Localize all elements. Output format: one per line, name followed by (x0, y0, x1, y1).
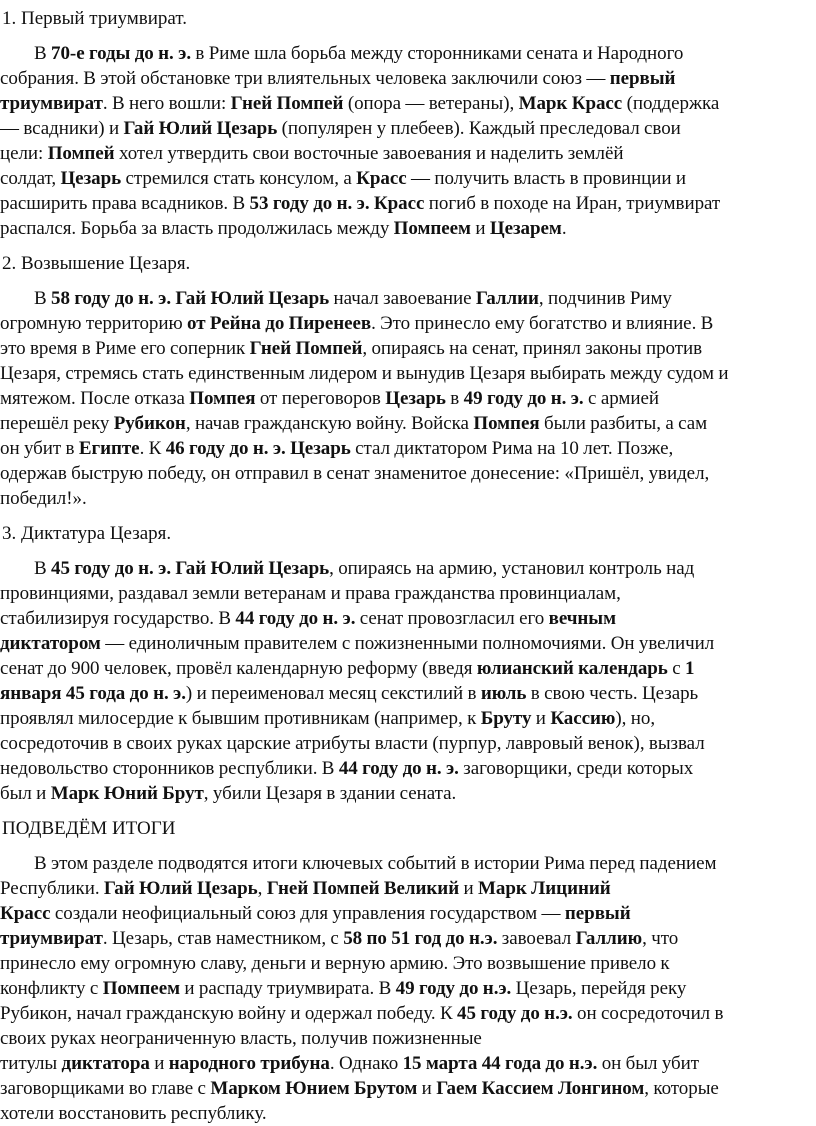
text-run: сенат провозгласил его (355, 608, 549, 629)
text-run: победил!». (0, 488, 87, 509)
bold-text: 1 (684, 658, 695, 679)
paragraph-line (0, 486, 812, 511)
text-run: (опора — ветераны), (343, 93, 519, 114)
bold-text: юлианский календарь (476, 658, 668, 679)
text-run: Рубикон, начал гражданскую войну и одержал победу. К (0, 1003, 458, 1024)
paragraph-line (0, 1051, 812, 1076)
paragraph-line (0, 41, 812, 66)
section-3 (0, 521, 812, 816)
text-run: ) и переименовал месяц секстилий в (185, 683, 481, 704)
text-run: от переговоров (255, 388, 386, 409)
text-run: — единоличным правителем с пожизненными полномочиями. Он увеличил (100, 633, 715, 654)
text-run: в свою честь. Цезарь (526, 683, 699, 704)
bold-text: 44 году до н. э. (338, 758, 459, 779)
paragraph-line (0, 631, 812, 656)
text-run: , подчинив Риму (538, 288, 672, 309)
paragraph-line (0, 141, 812, 166)
text-run: конфликту с (0, 978, 103, 999)
bold-text: Помпея (189, 388, 256, 409)
text-run: он убит в (0, 438, 79, 459)
text-run: и (149, 1053, 169, 1074)
text-run: — получить власть в провинции и (406, 168, 686, 189)
text-run: сосредоточив в своих руках царские атрибуты власти (пурпур, лавровый венок), вызвал (0, 733, 705, 754)
text-run: , (257, 878, 267, 899)
text-run: Цезаря, стремясь стать единственным лидером и вынудив Цезаря выбирать между судом и (0, 363, 729, 384)
paragraph-line (0, 461, 812, 486)
section-paragraph (0, 286, 812, 511)
bold-text: Цезарем (489, 218, 562, 239)
bold-text: Цезарь (60, 168, 122, 189)
section-paragraph (0, 556, 812, 806)
text-run: , которые (644, 1078, 719, 1099)
text-run: и распаду триумвирата. В (179, 978, 396, 999)
paragraph-line (0, 91, 812, 116)
document-body (0, 6, 812, 1126)
paragraph-line (0, 1001, 812, 1026)
paragraph-line (0, 66, 812, 91)
text-run: он сосредоточил в (572, 1003, 724, 1024)
text-run: принесло ему огромную славу, деньги и верную армию. Это возвышение привело к (0, 953, 670, 974)
paragraph-line (0, 1101, 812, 1126)
section-heading: 1. Первый триумвират. (2, 8, 187, 29)
paragraph-line (0, 876, 812, 901)
paragraph-line (0, 1026, 812, 1051)
bold-text: Гней Помпей (249, 338, 363, 359)
text-run: погиб в походе на Иран, триумвират (424, 193, 721, 214)
paragraph-line (0, 781, 812, 806)
text-run: расширить права всадников. В (0, 193, 250, 214)
paragraph-line (0, 756, 812, 781)
text-run: В этом разделе подводятся итоги ключевых событий в истории Рима перед падением (34, 853, 717, 874)
paragraph-line (0, 926, 812, 951)
bold-text: Рубикон (113, 413, 186, 434)
text-run: был и (0, 783, 51, 804)
text-run: (популярен у плебеев). Каждый преследовал свои (277, 118, 681, 139)
text-run: , убили Цезаря в здании сената. (203, 783, 457, 804)
text-run: были разбиты, а сам (539, 413, 708, 434)
text-run: провинциями, раздавал земли ветеранам и права гражданства провинциалам, (0, 583, 621, 604)
paragraph-line (0, 706, 812, 731)
text-run: хотели восстановить республику. (0, 1103, 267, 1124)
bold-text: 49 году до н.э. (395, 978, 512, 999)
section-heading: ПОДВЕДЁМ ИТОГИ (2, 818, 176, 839)
text-run: . В него вошли: (102, 93, 231, 114)
text-run: , начав гражданскую войну. Войска (185, 413, 474, 434)
bold-text: диктатором (0, 633, 101, 654)
text-run: мятежом. После отказа (0, 388, 190, 409)
bold-text: Гней Помпей (230, 93, 344, 114)
bold-text: Красс (356, 168, 407, 189)
text-run: заговорщики, среди которых (458, 758, 694, 779)
bold-text: 49 году до н. э. (463, 388, 584, 409)
section-4 (0, 816, 812, 1126)
bold-text: Гай Юлий Цезарь (123, 118, 278, 139)
bold-text: Гаем Кассием Лонгином (436, 1078, 645, 1099)
text-run: он был убит (597, 1053, 700, 1074)
paragraph-line (0, 1076, 812, 1101)
text-run: огромную территорию (0, 313, 188, 334)
bold-text: 46 году до н. э. Цезарь (165, 438, 351, 459)
text-run: В (34, 558, 52, 579)
bold-text: триумвират (0, 93, 103, 114)
text-run: в (445, 388, 464, 409)
text-run: и (459, 878, 479, 899)
paragraph-line (0, 361, 812, 386)
bold-text: Гней Помпей Великий (266, 878, 460, 899)
bold-text: народного трибуна (168, 1053, 330, 1074)
bold-text: Марк Красс (518, 93, 623, 114)
text-run: . К (139, 438, 166, 459)
paragraph-line (0, 851, 812, 876)
paragraph-line (0, 286, 812, 311)
paragraph-line (0, 901, 812, 926)
paragraph-line (0, 656, 812, 681)
bold-text: Красс (0, 903, 51, 924)
bold-text: 44 году до н. э. (235, 608, 356, 629)
bold-text: Галлию (575, 928, 643, 949)
section-1 (0, 6, 812, 251)
paragraph-line (0, 976, 812, 1001)
text-run: . (561, 218, 567, 239)
text-run: создали неофициальный союз для управления государством — (50, 903, 565, 924)
section-heading: 3. Диктатура Цезаря. (2, 523, 172, 544)
text-run: с армией (583, 388, 659, 409)
paragraph-line (0, 951, 812, 976)
bold-text: 70-е годы до н. э. (51, 43, 192, 64)
bold-text: 45 году до н.э. (457, 1003, 573, 1024)
text-run: . Однако (329, 1053, 403, 1074)
bold-text: Кассию (550, 708, 616, 729)
text-run: . Цезарь, став наместником, с (102, 928, 344, 949)
bold-text: Марком Юнием Брутом (210, 1078, 418, 1099)
text-run: , что (642, 928, 679, 949)
text-run: . Это принесло ему богатство и влияние. В (371, 313, 714, 334)
bold-text: первый (564, 903, 631, 924)
text-run: заговорщиками во главе с (0, 1078, 211, 1099)
text-run: (поддержка (622, 93, 720, 114)
bold-text: вечным (548, 608, 616, 629)
text-run: это время в Риме его соперник (0, 338, 250, 359)
paragraph-line (0, 731, 812, 756)
text-run: недовольство сторонников республики. В (0, 758, 339, 779)
bold-text: от Рейна до Пиренеев (187, 313, 372, 334)
text-run: В (34, 288, 52, 309)
text-run: , опираясь на армию, установил контроль над (329, 558, 695, 579)
paragraph-line (0, 191, 812, 216)
text-run: собрания. В этой обстановке три влиятельных человека заключили союз — (0, 68, 610, 89)
section-heading: 2. Возвышение Цезаря. (2, 253, 191, 274)
text-run: титулы (0, 1053, 62, 1074)
section-paragraph (0, 41, 812, 241)
text-run: хотел утвердить свои восточные завоевания и наделить землёй (114, 143, 624, 164)
text-run: перешёл реку (0, 413, 114, 434)
text-run: с (667, 658, 685, 679)
bold-text: 45 году до н. э. Гай Юлий Цезарь (51, 558, 330, 579)
section-2 (0, 251, 812, 521)
paragraph-line (0, 581, 812, 606)
bold-text: Гай Юлий Цезарь (103, 878, 258, 899)
paragraph-line (0, 681, 812, 706)
paragraph-line (0, 436, 812, 461)
text-run: солдат, (0, 168, 61, 189)
text-run: ), но, (615, 708, 656, 729)
paragraph-line (0, 311, 812, 336)
bold-text: 53 году до н. э. Красс (249, 193, 425, 214)
text-run: Республики. (0, 878, 104, 899)
text-run: и (417, 1078, 437, 1099)
bold-text: диктатора (61, 1053, 150, 1074)
bold-text: Помпея (473, 413, 540, 434)
bold-text: июль (480, 683, 527, 704)
text-run: В (34, 43, 52, 64)
text-run: одержав быструю победу, он отправил в сенат знаменитое донесение: «Пришёл, увидел, (0, 463, 710, 484)
bold-text: Галлии (475, 288, 539, 309)
text-run: Цезарь, перейдя реку (511, 978, 687, 999)
text-run: в Риме шла борьба между сторонниками сената и Народного (191, 43, 684, 64)
bold-text: Марк Юний Брут (50, 783, 204, 804)
text-run: и (470, 218, 490, 239)
text-run: распался. Борьба за власть продолжилась между (0, 218, 394, 239)
bold-text: 58 году до н. э. Гай Юлий Цезарь (51, 288, 330, 309)
bold-text: первый (609, 68, 676, 89)
text-run: стабилизируя государство. В (0, 608, 236, 629)
paragraph-line (0, 216, 812, 241)
bold-text: Цезарь (385, 388, 446, 409)
bold-text: Бруту (480, 708, 532, 729)
bold-text: триумвират (0, 928, 103, 949)
text-run: завоевал (497, 928, 576, 949)
bold-text: Египте (78, 438, 140, 459)
text-run: сенат до 900 человек, провёл календарную реформу (введя (0, 658, 477, 679)
text-run: своих руках неограниченную власть, получив пожизненные (0, 1028, 482, 1049)
paragraph-line (0, 411, 812, 436)
text-run: стал диктатором Рима на 10 лет. Позже, (350, 438, 674, 459)
text-run: стремился стать консулом, а (121, 168, 357, 189)
bold-text: Марк Лициний (478, 878, 611, 899)
text-run: начал завоевание (329, 288, 476, 309)
paragraph-line (0, 336, 812, 361)
paragraph-line (0, 116, 812, 141)
text-run: , опираясь на сенат, принял законы против (362, 338, 703, 359)
paragraph-line (0, 606, 812, 631)
bold-text: января 45 года до н. э. (0, 683, 186, 704)
text-run: цели: (0, 143, 48, 164)
paragraph-line (0, 386, 812, 411)
paragraph-line (0, 556, 812, 581)
bold-text: Помпеем (102, 978, 180, 999)
text-run: и (531, 708, 551, 729)
text-run: проявлял милосердие к бывшим противникам (например, к (0, 708, 481, 729)
bold-text: Помпеем (393, 218, 471, 239)
bold-text: 15 марта 44 года до н.э. (402, 1053, 598, 1074)
bold-text: Помпей (47, 143, 115, 164)
paragraph-line (0, 166, 812, 191)
bold-text: 58 по 51 год до н.э. (343, 928, 498, 949)
text-run: — всадники) и (0, 118, 124, 139)
